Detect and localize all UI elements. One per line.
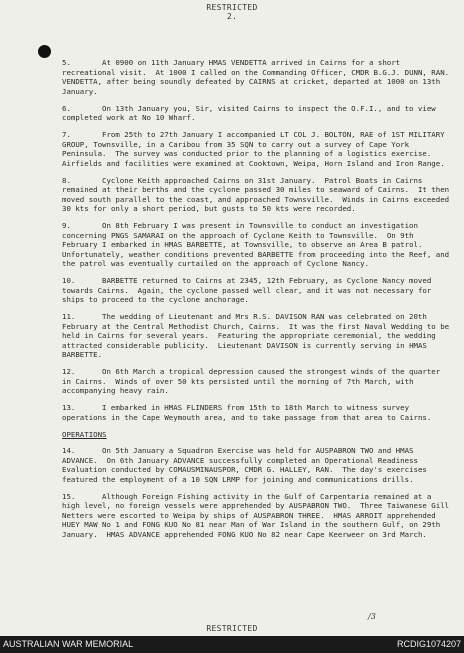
section-heading: OPERATIONS <box>62 429 107 439</box>
paragraph-text: The wedding of Lieutenant and Mrs R.S. DAVISON RAN was celebrated on 20th February at the Central Methodist Church, Cairns. It was the first Naval Wedding to be held in Cairns for several years. Featuring the appropriate ceremonial, the wedding attracted considerable publicity. Lieutenant DAVISON is currently serving in HMAS BARBETTE. <box>62 312 454 359</box>
paragraph-text: On 6th March a tropical depression caused the strongest winds of the quarter in Cairns. Winds of over 50 kts persisted until the morning of 7th March, with accompanying heavy rain. <box>62 367 445 395</box>
paragraph <box>62 276 452 305</box>
paragraph-number: 10. <box>62 276 76 285</box>
paragraph-number: 13. <box>62 403 76 412</box>
paragraph-text: Cyclone Keith approached Cairns on 31st January. Patrol Boats in Cairns remained at their berths and the cyclone passed 30 miles to seaward of Cairns. It then moved south parallel to the coast, and approached Townsville. Winds in Cairns exceeded 30 kts for only a short period, but gusts to 50 kts were recorded. <box>62 175 454 213</box>
archive-footer <box>0 636 464 653</box>
paragraph-list <box>62 58 459 422</box>
paragraph-number: 11. <box>62 312 76 321</box>
paragraph-number: 15. <box>62 491 76 501</box>
classification-top: RESTRICTED <box>206 3 258 12</box>
paragraph <box>62 446 452 484</box>
paragraph-text: On 13th January you, Sir, visited Cairns to inspect the O.F.I., and to view completed work at No 10 Wharf. <box>62 103 441 122</box>
paragraph-text: I embarked in HMAS FLINDERS from 15th to 18th March to witness survey operations in the Cape Weymouth area, and to take passage from that area to Cairns. <box>62 403 432 422</box>
punch-hole <box>38 45 51 58</box>
paragraph-text: From 25th to 27th January I accompanied LT COL J. BOLTON, RAE of 1ST MILITARY GROUP, Townsville, in a Caribou from 35 SQN to carry out a survey of Cape York Peninsula. The survey was conducted prior to the planning of a logistics exercise. Airfields and facilities were examined at Cooktown, Weipa, Horn Island and Iron Range. <box>62 130 450 168</box>
paragraph-number: 12. <box>62 367 76 376</box>
paragraph-text: BARBETTE returned to Cairns at 2345, 12th February, as Cyclone Nancy moved towards Cairns. Again, the cyclone passed well clear, and it was not necessary for ships to proceed to the cyclone anchorage. <box>62 276 436 304</box>
paragraph <box>62 492 452 540</box>
paragraph-number: 5. <box>62 58 71 67</box>
page-continuation-mark: /3 <box>368 612 376 621</box>
paragraph-text: On 5th January a Squadron Exercise was held for AUSPABRON TWO and HMAS ADVANCE. On 6th January ADVANCE successfully completed an Operational Readiness Evaluation conducted by COMAUSMINAUSPOR, CMDR G. HALLEY, RAN. The day's exercises featured the employment of a 10 SQN LRMP for joining and communications drills. <box>62 446 432 484</box>
page-number: 2. <box>226 12 238 21</box>
footer-record-id: RCDIG1074207 <box>396 639 461 649</box>
paragraph-number: 6. <box>62 103 71 113</box>
paragraph <box>62 312 452 360</box>
paragraph-number: 7. <box>62 130 71 139</box>
paragraph-text: At 0900 on 11th January HMAS VENDETTA arrived in Cairns for a short recreational visit. At 1000 I called on the Commanding Officer, CMDR B.G.J. DUNN, RAN. VENDETTA, after being soundly defeated by CAIRNS at cricket, departed at 1000 on 13th January. <box>62 58 459 96</box>
operations-paragraph-list <box>62 446 452 539</box>
paragraph <box>62 58 459 96</box>
paragraph <box>62 403 452 422</box>
document-body <box>62 58 459 547</box>
paragraph <box>62 104 452 123</box>
paragraph-number: 8. <box>62 175 71 185</box>
footer-institution: AUSTRALIAN WAR MEMORIAL <box>3 639 134 649</box>
classification-bottom: RESTRICTED <box>206 624 258 633</box>
paragraph-number: 9. <box>62 221 71 230</box>
paragraph-text: Although Foreign Fishing activity in the Gulf of Carpentaria remained at a high level, no foreign vessels were apprehended by AUSPABRON TWO. Three Taiwanese Gill Netters were escorted to Weipa by ships of AUSPABRON THREE. HMAS ARROIT apprehended HUEY MAW No 1 and FONG KUO No 81 near Man of War Island in the southern Gulf, on 29th January. HMAS ADVANCE apprehended FONG KUO No 82 near Cape Keerweer on 3rd March. <box>62 491 454 539</box>
paragraph <box>62 367 452 396</box>
paragraph-text: On 8th February I was present in Townsville to conduct an investigation concerning PNGS SAMARAI on the approach of Cyclone Keith to Townsville. On 9th February I embarked in HMAS BARBETTE, at Townsville, to observe an Area B patrol. Unfortunately, weather conditions prevented BARBETTE from proceeding into the Reef, and the patrol was eventually curtailed on the approach of Cyclone Nancy. <box>62 221 454 268</box>
paragraph <box>62 221 452 269</box>
paragraph-number: 14. <box>62 446 76 455</box>
paragraph <box>62 176 452 214</box>
paragraph <box>62 130 452 168</box>
